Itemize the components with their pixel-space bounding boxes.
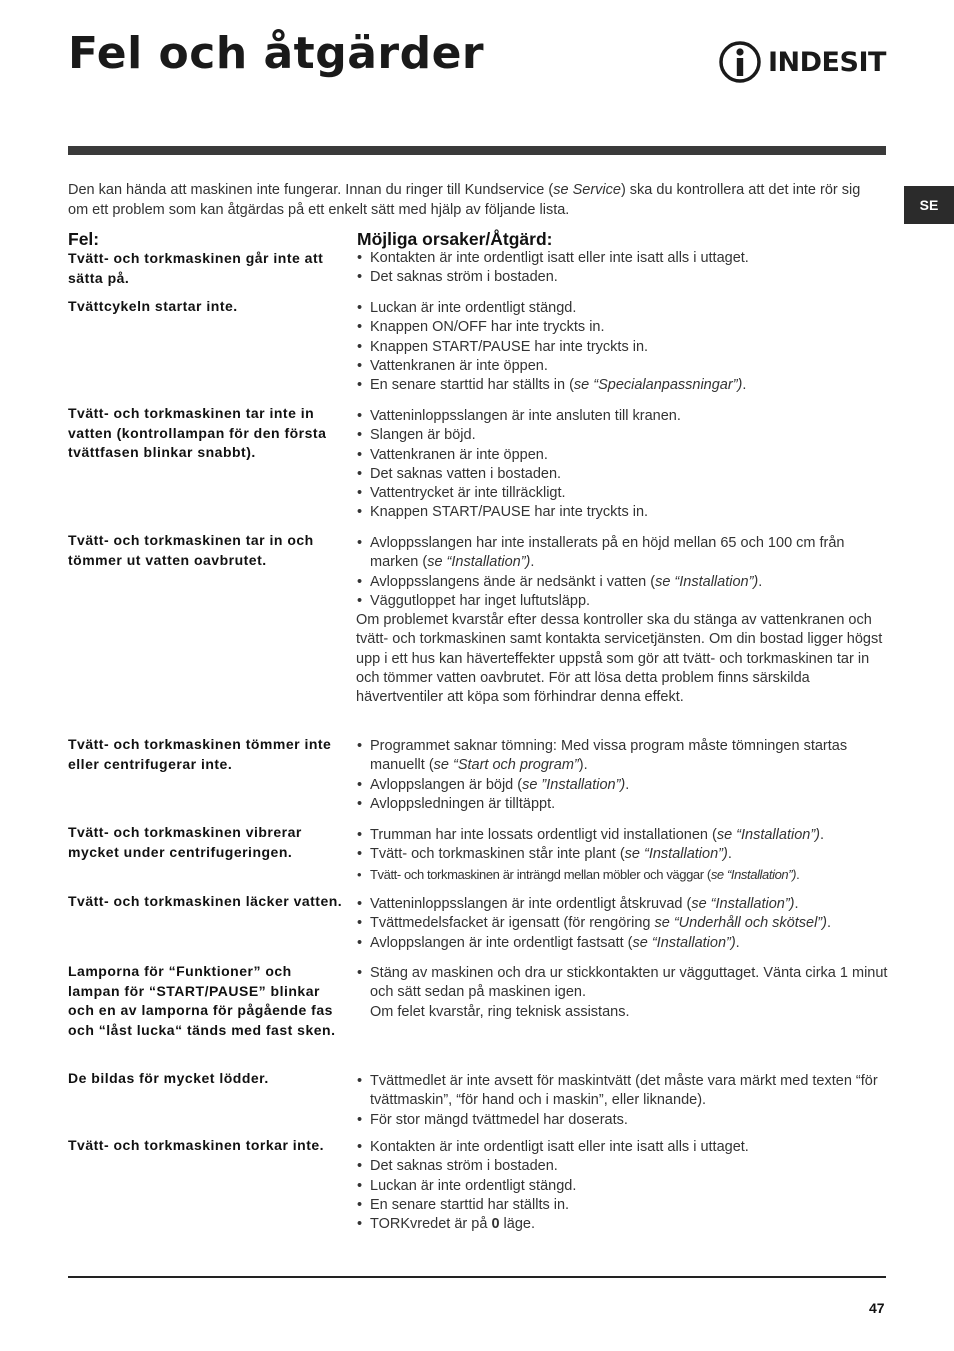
cause-list <box>356 826 891 884</box>
cause-list <box>356 299 891 395</box>
fault-label: Tvätt- och torkmaskinen torkar inte. <box>68 1137 325 1153</box>
cause-item: • Knappen START/PAUSE har inte tryckts in. <box>356 338 891 357</box>
cause-item: • Avloppslangen är böjd (se ”Installation”). <box>356 776 891 795</box>
cause-item: • Programmet saknar tömning: Med vissa program måste tömningen startas manuellt (se “Start och program”). <box>356 737 891 776</box>
cause-item: • Luckan är inte ordentligt stängd. <box>356 1177 891 1196</box>
cause-list <box>356 964 891 1022</box>
cause-item: • En senare starttid har ställts in (se “Specialanpassningar”). <box>356 376 891 395</box>
fault-label: Tvätt- och torkmaskinen vibrerar mycket under centrifugeringen. <box>68 824 302 860</box>
cause-item: • Luckan är inte ordentligt stängd. <box>356 299 891 318</box>
cause-item: • Det saknas ström i bostaden. <box>356 268 891 287</box>
cause-item: • TORKvredet är på 0 läge. <box>356 1215 891 1234</box>
cause-list <box>356 737 891 814</box>
fault-label: Tvätt- och torkmaskinen tar in och tömmer ut vatten oavbrutet. <box>68 532 314 568</box>
page-title: Fel och åtgärder <box>68 28 485 79</box>
cause-item: • Kontakten är inte ordentligt isatt eller inte isatt alls i uttaget. <box>356 1138 891 1157</box>
cause-item: • Tvätt- och torkmaskinen är inträngd mellan möbler och väggar (se “Installation”). <box>356 865 891 884</box>
cause-item: • Väggutloppet har inget luftutsläpp. <box>356 592 891 611</box>
cause-item: • Avloppsslangen har inte installerats på en höjd mellan 65 och 100 cm från marken (se “Installation”). <box>356 534 891 573</box>
cause-item: • Vattentrycket är inte tillräckligt. <box>356 484 891 503</box>
cause-note: Om problemet kvarstår efter dessa kontroller ska du stänga av vattenkranen och tvätt- och torkmaskinen samt kontakta servicetjänsten. Om din bostad ligger högst upp i ett hus kan häverteffekter uppstå som gör att tvätt- och torkmaskinen tar in och tömmer vatten oavbrutet. För att lösa detta problem finns särskilda hävertventiler att köpa som förhindrar denna effekt. <box>356 612 883 706</box>
header-divider <box>68 146 886 155</box>
fault-label: Lamporna för “Funktioner” och lampan för “START/PAUSE” blinkar och en av lamporna för pågående fas och “låst lucka“ tänds med fast sken. <box>68 963 336 1038</box>
cause-list <box>356 1138 891 1234</box>
cause-column-heading: Möjliga orsaker/Åtgärd: <box>357 229 553 249</box>
fault-label: Tvättcykeln startar inte. <box>68 298 238 314</box>
footer-divider <box>68 1276 886 1278</box>
cause-item: • För stor mängd tvättmedel har doserats. <box>356 1111 891 1130</box>
cause-item: • Avloppsledningen är tilltäppt. <box>356 795 891 814</box>
page-number: 47 <box>869 1300 885 1316</box>
cause-item: • Knappen START/PAUSE har inte tryckts in. <box>356 503 891 522</box>
brand-wordmark: INDESIT <box>768 46 886 78</box>
cause-item: • Knappen ON/OFF har inte tryckts in. <box>356 318 891 337</box>
cause-item: • En senare starttid har ställts in. <box>356 1196 891 1215</box>
cause-item: • Kontakten är inte ordentligt isatt eller inte isatt alls i uttaget. <box>356 249 891 268</box>
cause-list <box>356 1072 891 1130</box>
fault-label: De bildas för mycket lödder. <box>68 1070 269 1086</box>
fault-column-heading: Fel: <box>68 229 100 249</box>
cause-list <box>356 249 891 288</box>
cause-item: • Det saknas vatten i bostaden. <box>356 465 891 484</box>
fault-label: Tvätt- och torkmaskinen läcker vatten. <box>68 893 343 909</box>
cause-item: • Vattenkranen är inte öppen. <box>356 446 891 465</box>
cause-continuation: Om felet kvarstår, ring teknisk assistans. <box>370 1003 630 1020</box>
fault-label: Tvätt- och torkmaskinen går inte att sätta på. <box>68 250 324 286</box>
cause-item: • Tvätt- och torkmaskinen står inte plant (se “Installation”). <box>356 845 891 864</box>
cause-item: • Avloppslangen är inte ordentligt fastsatt (se “Installation”). <box>356 934 891 953</box>
cause-list <box>356 534 891 708</box>
cause-item: • Tvättmedlet är inte avsett för maskintvätt (det måste vara märkt med texten “för tvättmaskin”, “för hand och i maskin”, eller liknande). <box>356 1072 891 1111</box>
cause-list <box>356 895 891 953</box>
cause-item: • Vatteninloppsslangen är inte ansluten till kranen. <box>356 407 891 426</box>
cause-item: • Vattenkranen är inte öppen. <box>356 357 891 376</box>
language-tab[interactable]: SE <box>904 186 954 224</box>
cause-item: • Trumman har inte lossats ordentligt vid installationen (se “Installation”). <box>356 826 891 845</box>
cause-item: • Stäng av maskinen och dra ur stickkontakten ur vägguttaget. Vänta cirka 1 minut och sätt sedan på maskinen igen. <box>356 964 891 1003</box>
cause-item: • Slangen är böjd. <box>356 426 891 445</box>
cause-item: • Avloppsslangens ände är nedsänkt i vatten (se “Installation”). <box>356 573 891 592</box>
cause-item: • Vatteninloppsslangen är inte ordentligt åtskruvad (se “Installation”). <box>356 895 891 914</box>
indesit-logo-icon <box>718 40 762 84</box>
fault-label: Tvätt- och torkmaskinen tar inte in vatten (kontrollampan för den första tvättfasen blinkar snabbt). <box>68 405 327 460</box>
cause-item: • Det saknas ström i bostaden. <box>356 1157 891 1176</box>
intro-paragraph: Den kan hända att maskinen inte fungerar. Innan du ringer till Kundservice (se Service) ska du kontrollera att det inte rör sig om ett problem som kan åtgärdas på ett enkelt sätt med hjälp av följande lista. <box>68 182 861 218</box>
cause-item: • Tvättmedelsfacket är igensatt (för rengöring se “Underhåll och skötsel”). <box>356 914 891 933</box>
cause-list <box>356 407 891 523</box>
fault-label: Tvätt- och torkmaskinen tömmer inte eller centrifugerar inte. <box>68 736 332 772</box>
brand-logo <box>718 40 886 84</box>
